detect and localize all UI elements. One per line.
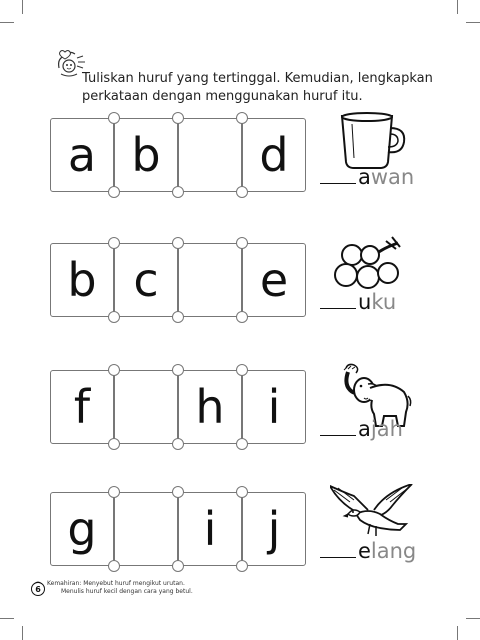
tile-notch bbox=[172, 486, 184, 498]
crop-mark bbox=[466, 618, 480, 619]
crop-mark bbox=[22, 626, 23, 640]
letter-tile: i bbox=[242, 370, 306, 444]
answer-blank[interactable] bbox=[320, 290, 356, 309]
tile-notch bbox=[236, 186, 248, 198]
tile-notch bbox=[172, 237, 184, 249]
word-completion bbox=[320, 538, 416, 564]
tile-notch bbox=[172, 311, 184, 323]
letter-tile: c bbox=[114, 243, 178, 317]
exercise-row bbox=[46, 492, 466, 572]
footer-line-2: Menulis huruf kecil dengan cara yang betul. bbox=[61, 588, 193, 595]
blank-letter-tile[interactable] bbox=[178, 243, 242, 317]
letter-tile: d bbox=[242, 118, 306, 192]
word-completion bbox=[320, 416, 403, 442]
tile-notch bbox=[108, 364, 120, 376]
tile-notch bbox=[236, 364, 248, 376]
blank-letter-tile[interactable] bbox=[114, 492, 178, 566]
word-first-letter: a bbox=[358, 165, 371, 189]
crop-mark bbox=[466, 22, 480, 23]
answer-blank[interactable] bbox=[320, 417, 356, 436]
tile-notch bbox=[172, 364, 184, 376]
word-first-letter: e bbox=[358, 539, 371, 563]
letter-tile: h bbox=[178, 370, 242, 444]
blank-letter-tile[interactable] bbox=[114, 370, 178, 444]
tile-notch bbox=[108, 237, 120, 249]
tile-notch bbox=[172, 438, 184, 450]
blank-letter-tile[interactable] bbox=[178, 118, 242, 192]
tile-notch bbox=[108, 560, 120, 572]
letter-tile: j bbox=[242, 492, 306, 566]
word-rest: ku bbox=[371, 290, 397, 314]
tile-notch bbox=[236, 486, 248, 498]
tile-notch bbox=[108, 186, 120, 198]
letter-tiles bbox=[46, 492, 316, 568]
word-first-letter: u bbox=[358, 290, 372, 314]
tile-notch bbox=[108, 486, 120, 498]
word-rest: lang bbox=[370, 539, 417, 563]
letter-tile: f bbox=[50, 370, 114, 444]
tile-notch bbox=[172, 186, 184, 198]
crop-mark bbox=[22, 0, 23, 14]
answer-blank[interactable] bbox=[320, 539, 356, 558]
word-completion bbox=[320, 289, 396, 315]
instruction-line-1: Tuliskan huruf yang tertinggal. Kemudian, lengkapkan bbox=[82, 71, 433, 86]
crop-mark bbox=[457, 626, 458, 640]
word-completion bbox=[320, 164, 414, 190]
answer-blank[interactable] bbox=[320, 165, 356, 184]
crop-mark bbox=[0, 22, 14, 23]
tile-notch bbox=[108, 311, 120, 323]
exercise-row bbox=[46, 370, 466, 450]
word-first-letter: a bbox=[358, 417, 371, 441]
instruction-line-2: perkataan dengan menggunakan huruf itu. bbox=[82, 89, 363, 104]
crop-mark bbox=[457, 0, 458, 14]
letter-tile: b bbox=[114, 118, 178, 192]
letter-tiles bbox=[46, 118, 316, 194]
tile-notch bbox=[236, 560, 248, 572]
letter-tile: i bbox=[178, 492, 242, 566]
tile-notch bbox=[236, 237, 248, 249]
word-rest: jah bbox=[370, 417, 403, 441]
page-number-badge bbox=[30, 580, 46, 596]
footer-skills bbox=[47, 580, 193, 596]
letter-tile: a bbox=[50, 118, 114, 192]
tile-notch bbox=[236, 438, 248, 450]
footer-line-1: Kemahiran: Menyebut huruf mengikut urutan. bbox=[47, 580, 185, 587]
tile-notch bbox=[236, 311, 248, 323]
tile-notch bbox=[236, 112, 248, 124]
crop-mark bbox=[0, 618, 14, 619]
letter-tile: b bbox=[50, 243, 114, 317]
letter-tile: g bbox=[50, 492, 114, 566]
tile-notch bbox=[172, 560, 184, 572]
letter-tiles bbox=[46, 243, 316, 319]
word-rest: wan bbox=[370, 165, 415, 189]
exercise-row bbox=[46, 243, 466, 323]
instruction-text bbox=[82, 70, 442, 106]
letter-tile: e bbox=[242, 243, 306, 317]
tile-notch bbox=[108, 438, 120, 450]
tile-notch bbox=[172, 112, 184, 124]
tile-notch bbox=[108, 112, 120, 124]
page-number: 6 bbox=[35, 585, 41, 594]
exercise-row bbox=[46, 118, 466, 198]
letter-tiles bbox=[46, 370, 316, 446]
